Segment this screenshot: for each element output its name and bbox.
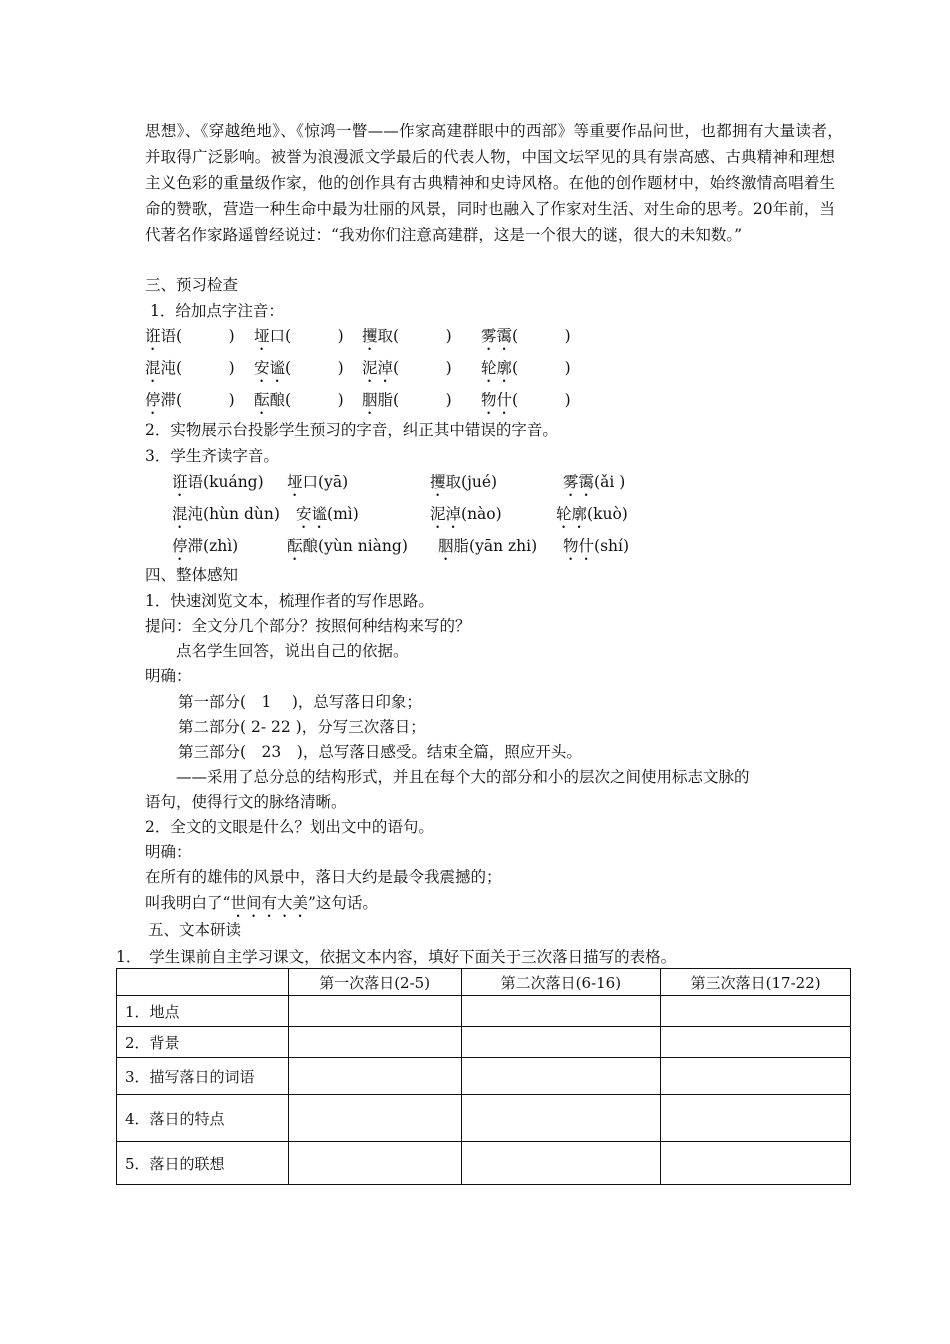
vocab-blank: ( ) (176, 391, 235, 409)
vocab-item (254, 388, 344, 418)
answer-item (430, 502, 502, 532)
table-cell (461, 996, 661, 1027)
table-cell (461, 1095, 661, 1142)
answer-char: 安 (296, 505, 312, 523)
answer-char: 霭 (578, 473, 595, 491)
answer-item (287, 470, 348, 500)
answer-blank: (kuáng) (203, 473, 264, 491)
answer-blank: (nào) (461, 505, 502, 523)
table-header-cell: 第一次落日(2-5) (288, 969, 461, 996)
table-cell (661, 1095, 851, 1142)
answer-item (438, 534, 537, 564)
table-cell (288, 1058, 461, 1095)
table-row (117, 1027, 851, 1058)
vocab-char: 安 (254, 359, 270, 377)
vocab-blank: ( ) (512, 359, 571, 377)
answer-item (172, 502, 280, 532)
vocab-char: 垭 (254, 327, 270, 345)
table-row (117, 1142, 851, 1185)
vocab-item (145, 356, 235, 386)
vocab-char: 雾 (481, 327, 497, 345)
overall-clear2: 明确： (145, 843, 192, 861)
answer-item (430, 470, 497, 500)
table-header-row (117, 969, 851, 996)
vocab-char: 口 (269, 327, 286, 345)
vocab-char: 酝 (254, 391, 270, 409)
answer-char: 诳 (172, 473, 188, 491)
overall-part3: 第三部分( 23 )，总写落日感受。结束全篇，照应开头。 (178, 743, 582, 761)
answer-item (556, 502, 628, 532)
sunset-table (116, 968, 851, 1185)
preview-q2: 2．实物展示台投影学生预习的字音，纠正其中错误的字音。 (145, 421, 558, 439)
overall-part2: 第二部分( 2- 22 )，分写三次落日； (178, 718, 426, 736)
text-eye-emphasis: 世间有大美 (230, 894, 308, 912)
table-row-label: 5．落日的联想 (117, 1142, 289, 1185)
table-cell (461, 1142, 661, 1185)
vocab-char: 霭 (496, 327, 513, 345)
preview-q1: 1．给加点字注音： (150, 302, 284, 320)
vocab-char: 胭 (362, 391, 378, 409)
answer-blank: (zhì) (203, 537, 239, 555)
table-cell (288, 1027, 461, 1058)
overall-call: 点名学生回答，说出自己的依据。 (176, 642, 409, 660)
answer-char: 什 (578, 537, 595, 555)
table-header-cell (117, 969, 289, 996)
answer-item (296, 502, 359, 532)
vocab-item (362, 388, 452, 418)
text-eye-line-1: 在所有的雄伟的风景中，落日大约是最令我震撼的； (145, 868, 502, 886)
vocab-blank: ( ) (393, 359, 452, 377)
answer-blank: (hùn dùn) (203, 505, 280, 523)
table-row-label: 4．落日的特点 (117, 1095, 289, 1142)
answer-blank: (jué) (461, 473, 498, 491)
answer-char: 泥 (430, 505, 446, 523)
answer-blank: (yān zhi) (469, 537, 538, 555)
answer-item (287, 534, 408, 564)
answer-char: 轮 (556, 505, 572, 523)
answer-char: 廓 (571, 505, 588, 523)
vocab-char: 淖 (377, 359, 394, 377)
table-cell (661, 1142, 851, 1185)
study-heading: 五、文本研读 (148, 921, 242, 939)
overall-heading: 四、整体感知 (145, 566, 239, 584)
vocab-char: 轮 (481, 359, 497, 377)
answer-blank: (yā) (318, 473, 349, 491)
vocab-char: 语 (160, 327, 177, 345)
preview-q3: 3．学生齐读字音。 (145, 447, 279, 465)
answer-char: 物 (563, 537, 579, 555)
answer-char: 停 (172, 537, 188, 555)
table-row (117, 1058, 851, 1095)
vocab-char: 诳 (145, 327, 161, 345)
overall-ask: 提问：全文分几个部分？按照何种结构来写的？ (145, 617, 471, 635)
answer-char: 沌 (187, 505, 204, 523)
vocab-char: 廓 (496, 359, 513, 377)
overall-summary-1: ——采用了总分总的结构形式，并且在每个大的部分和小的层次之间使用标志文脉的 (176, 768, 750, 786)
table-cell (461, 1027, 661, 1058)
vocab-item (254, 324, 344, 354)
overall-clear: 明确： (145, 667, 192, 685)
answer-item (563, 534, 629, 564)
answer-char: 混 (172, 505, 188, 523)
answer-char: 取 (445, 473, 462, 491)
answer-char: 口 (302, 473, 319, 491)
overall-q1: 1．快速浏览文本，梳理作者的写作思路。 (145, 592, 434, 610)
table-row (117, 1095, 851, 1142)
answer-char: 语 (187, 473, 204, 491)
vocab-item (145, 388, 235, 418)
vocab-blank: ( ) (393, 327, 452, 345)
vocab-item (145, 324, 235, 354)
answer-blank: (yùn niàng) (318, 537, 408, 555)
answer-char: 脂 (453, 537, 470, 555)
vocab-char: 脂 (377, 391, 394, 409)
answer-blank: (ǎi ) (594, 473, 626, 491)
table-cell (661, 996, 851, 1027)
vocab-blank: ( ) (285, 391, 344, 409)
answer-char: 谧 (311, 505, 328, 523)
text-eye-post: ”这句话。 (307, 894, 378, 912)
vocab-item (362, 324, 452, 354)
table-row-label: 1．地点 (117, 996, 289, 1027)
answer-item (172, 534, 238, 564)
vocab-item (481, 388, 571, 418)
answer-char: 雾 (563, 473, 579, 491)
vocab-char: 攫 (362, 327, 378, 345)
vocab-blank: ( ) (176, 359, 235, 377)
table-row (117, 996, 851, 1027)
vocab-blank: ( ) (512, 327, 571, 345)
vocab-char: 泥 (362, 359, 378, 377)
vocab-blank: ( ) (176, 327, 235, 345)
answer-char: 滞 (187, 537, 204, 555)
vocab-char: 取 (377, 327, 394, 345)
vocab-blank: ( ) (393, 391, 452, 409)
text-eye-pre: 叫我明白了“ (145, 894, 231, 912)
overall-part1: 第一部分( 1 )，总写落日印象； (178, 693, 422, 711)
table-row-label: 3．描写落日的词语 (117, 1058, 289, 1095)
answer-char: 酝 (287, 537, 303, 555)
answer-blank: (kuò) (587, 505, 628, 523)
vocab-blank: ( ) (285, 327, 344, 345)
table-row-label: 2．背景 (117, 1027, 289, 1058)
vocab-char: 混 (145, 359, 161, 377)
overall-summary-2: 语句，使得行文的脉络清晰。 (145, 793, 347, 811)
vocab-char: 酿 (269, 391, 286, 409)
text-eye-line-2 (145, 891, 378, 921)
vocab-char: 沌 (160, 359, 177, 377)
vocab-char: 停 (145, 391, 161, 409)
table-header-cell: 第三次落日(17-22) (661, 969, 851, 996)
vocab-item (254, 356, 344, 386)
answer-char: 胭 (438, 537, 454, 555)
preview-heading: 三、预习检查 (145, 276, 239, 294)
answer-char: 酿 (302, 537, 319, 555)
table-header-cell: 第二次落日(6-16) (461, 969, 661, 996)
vocab-blank: ( ) (285, 359, 344, 377)
table-cell (461, 1058, 661, 1095)
vocab-char: 谧 (269, 359, 286, 377)
answer-blank: (mì) (327, 505, 359, 523)
vocab-item (362, 356, 452, 386)
answer-char: 垭 (287, 473, 303, 491)
vocab-item (481, 356, 571, 386)
answer-blank: (shí) (594, 537, 630, 555)
intro-paragraph: 思想》、《穿越绝地》、《惊鸿一瞥——作家高建群眼中的西部》等重要作品问世，也都拥有大量读者， 并取得广泛影响。被誉为浪漫派文学最后的代表人物，中国文坛罕见的具有崇高感、古典精神和理想主义色彩的重量级作家，他的创作具有古典精神和史诗风格。在他的创作题材中，始终激情高唱着生命的赞歌，营造一种生命中最为壮丽的风景，同时也融入了作家对生活、对生命的思考。20年前，当代著名作家路遥曾经说过：“我劝你们注意高建群，这是一个很大的谜，很大的未知数。” (145, 122, 851, 244)
answer-item (563, 470, 625, 500)
answer-item (172, 470, 264, 500)
vocab-char: 滞 (160, 391, 177, 409)
overall-q2: 2．全文的文眼是什么？划出文中的语句。 (145, 818, 434, 836)
vocab-char: 物 (481, 391, 497, 409)
study-q1: 1． 学生课前自主学习课文，依据文本内容，填好下面关于三次落日描写的表格。 (116, 948, 677, 966)
answer-char: 攫 (430, 473, 446, 491)
table-cell (288, 996, 461, 1027)
answer-char: 淖 (445, 505, 462, 523)
vocab-item (481, 324, 571, 354)
vocab-blank: ( ) (512, 391, 571, 409)
table-cell (661, 1027, 851, 1058)
vocab-char: 什 (496, 391, 513, 409)
table-cell (288, 1142, 461, 1185)
table-cell (661, 1058, 851, 1095)
table-cell (288, 1095, 461, 1142)
